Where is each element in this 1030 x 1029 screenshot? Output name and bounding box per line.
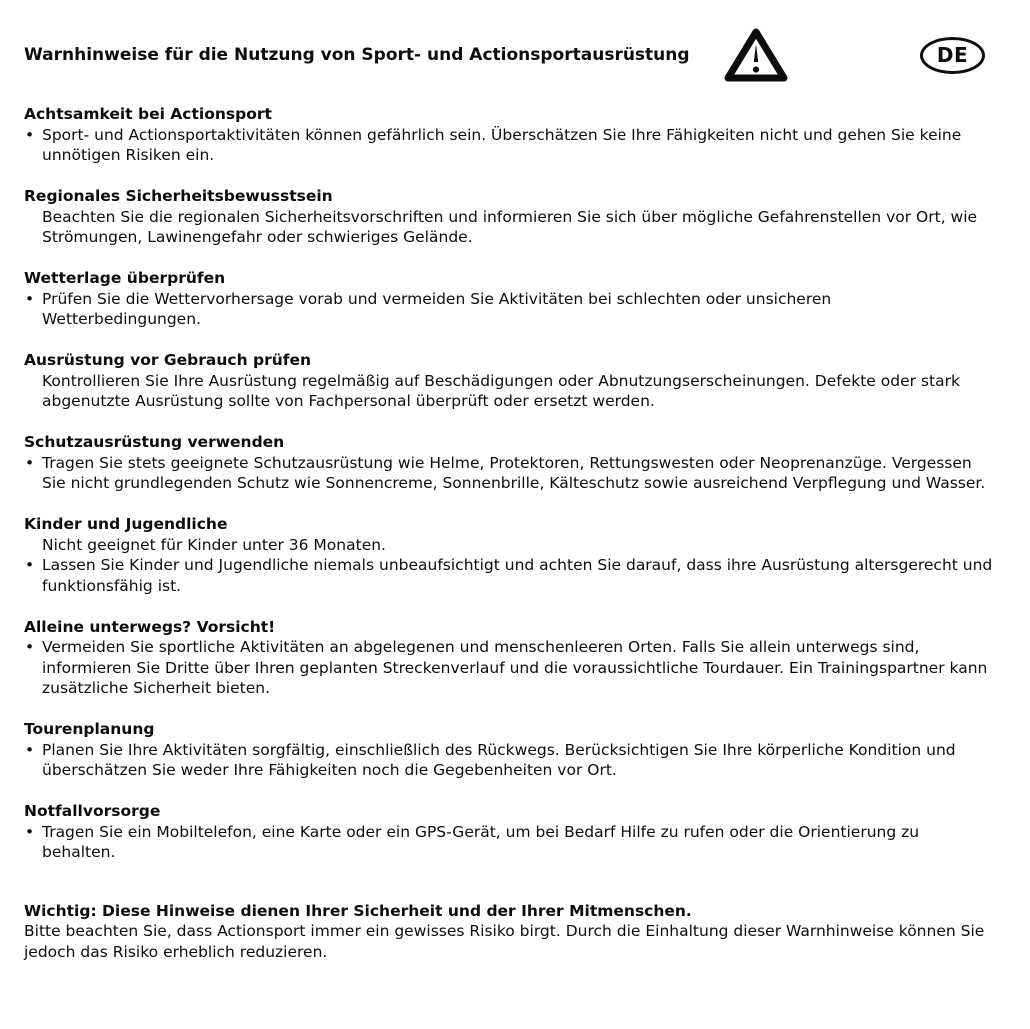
list-item-text: Kontrollieren Sie Ihre Ausrüstung regelmäßig auf Beschädigungen oder Abnutzungserscheinungen. Defekte oder stark abgenutzte Ausrüstung sollte von Fachpersonal überprüft oder ersetzt werden.	[42, 371, 960, 410]
section-schutzausruestung	[24, 432, 995, 494]
language-badge	[920, 37, 985, 74]
warning-sections	[24, 104, 995, 863]
section-heading: Achtsamkeit bei Actionsport	[24, 105, 272, 123]
list-item-text: Nicht geeignet für Kinder unter 36 Monaten.	[42, 535, 386, 554]
list-item-text: Lassen Sie Kinder und Jugendliche niemals unbeaufsichtigt und achten Sie darauf, dass ihre Ausrüstung altersgerecht und funktionsfähig ist.	[42, 556, 993, 595]
list-item-text: Beachten Sie die regionalen Sicherheitsvorschriften und informieren Sie sich über mögliche Gefahrenstellen vor Ort, wie Strömungen, Lawinengefahr oder schwieriges Gelände.	[42, 207, 978, 246]
section-heading: Notfallvorsorge	[24, 802, 161, 820]
bullet-icon: •	[25, 740, 35, 759]
section-ausruestung	[24, 350, 995, 412]
list-item-text: Sport- und Actionsportaktivitäten können gefährlich sein. Überschätzen Sie Ihre Fähigkeiten nicht und gehen Sie keine unnötigen Risiken ein.	[42, 125, 962, 164]
bullet-icon: •	[25, 556, 35, 574]
list-item	[24, 822, 995, 863]
important-note-text: Bitte beachten Sie, dass Actionsport immer ein gewisses Risiko birgt. Durch die Einhaltung dieser Warnhinweise können Sie jedoch das Risiko erheblich reduzieren.	[24, 922, 985, 961]
section-heading: Alleine unterwegs? Vorsicht!	[24, 617, 276, 636]
list-item	[24, 740, 995, 781]
section-heading: Tourenplanung	[24, 720, 155, 738]
bullet-icon: •	[25, 289, 35, 308]
section-heading: Ausrüstung vor Gebrauch prüfen	[24, 351, 312, 369]
section-tourenplanung	[24, 719, 995, 781]
list-item	[24, 371, 995, 412]
page-title: Warnhinweise für die Nutzung von Sport- und Actionsportausrüstung	[24, 44, 690, 65]
bullet-icon: •	[25, 125, 35, 144]
warning-notice-page	[0, 25, 1030, 1029]
warning-triangle-icon	[722, 25, 790, 85]
list-item-text: Tragen Sie ein Mobiltelefon, eine Karte oder ein GPS-Gerät, um bei Bedarf Hilfe zu rufen oder die Orientierung zu behalten.	[42, 822, 920, 861]
list-item	[24, 637, 995, 699]
section-kinder	[24, 514, 995, 596]
bullet-icon: •	[25, 822, 35, 841]
bullet-icon: •	[25, 453, 35, 472]
section-heading: Regionales Sicherheitsbewusstsein	[24, 187, 333, 205]
section-heading: Wetterlage überprüfen	[24, 269, 226, 287]
section-heading: Schutzausrüstung verwenden	[24, 433, 285, 451]
section-notfallvorsorge	[24, 801, 995, 863]
important-note-heading: Wichtig: Diese Hinweise dienen Ihrer Sicherheit und der Ihrer Mitmenschen.	[24, 901, 692, 920]
bullet-icon: •	[25, 638, 35, 656]
section-heading: Kinder und Jugendliche	[24, 515, 228, 533]
list-item	[24, 207, 995, 248]
list-item	[24, 555, 995, 596]
list-item-text: Prüfen Sie die Wettervorhersage vorab und vermeiden Sie Aktivitäten bei schlechten oder unsicheren Wetterbedingungen.	[42, 289, 832, 328]
list-item	[24, 453, 995, 494]
document-header	[24, 25, 995, 85]
language-badge-label: DE	[936, 42, 969, 67]
important-note	[24, 901, 995, 963]
list-item	[24, 289, 995, 330]
list-item	[24, 125, 995, 166]
list-item	[24, 535, 995, 556]
section-achtsamkeit	[24, 104, 995, 166]
section-regionales	[24, 186, 995, 248]
list-item-text: Tragen Sie stets geeignete Schutzausrüstung wie Helme, Protektoren, Rettungswesten oder Neoprenanzüge. Vergessen Sie nicht grundlegenden Schutz wie Sonnencreme, Sonnenbrille, Kälteschutz sowie ausreichend Verpflegung und Wasser.	[42, 453, 986, 492]
section-alleine-unterwegs	[24, 617, 995, 699]
section-wetterlage	[24, 268, 995, 330]
list-item-text: Planen Sie Ihre Aktivitäten sorgfältig, einschließlich des Rückwegs. Berücksichtigen Sie Ihre körperliche Kondition und überschätzen Sie weder Ihre Fähigkeiten noch die Gegebenheiten vor Ort.	[42, 740, 956, 779]
list-item-text: Vermeiden Sie sportliche Aktivitäten an abgelegenen und menschenleeren Orten. Falls Sie allein unterwegs sind, informieren Sie Dritte über Ihren geplanten Streckenverlauf und die voraussichtliche Tourdauer. Ein Trainingspartner kann zusätzliche Sicherheit bieten.	[42, 638, 988, 697]
